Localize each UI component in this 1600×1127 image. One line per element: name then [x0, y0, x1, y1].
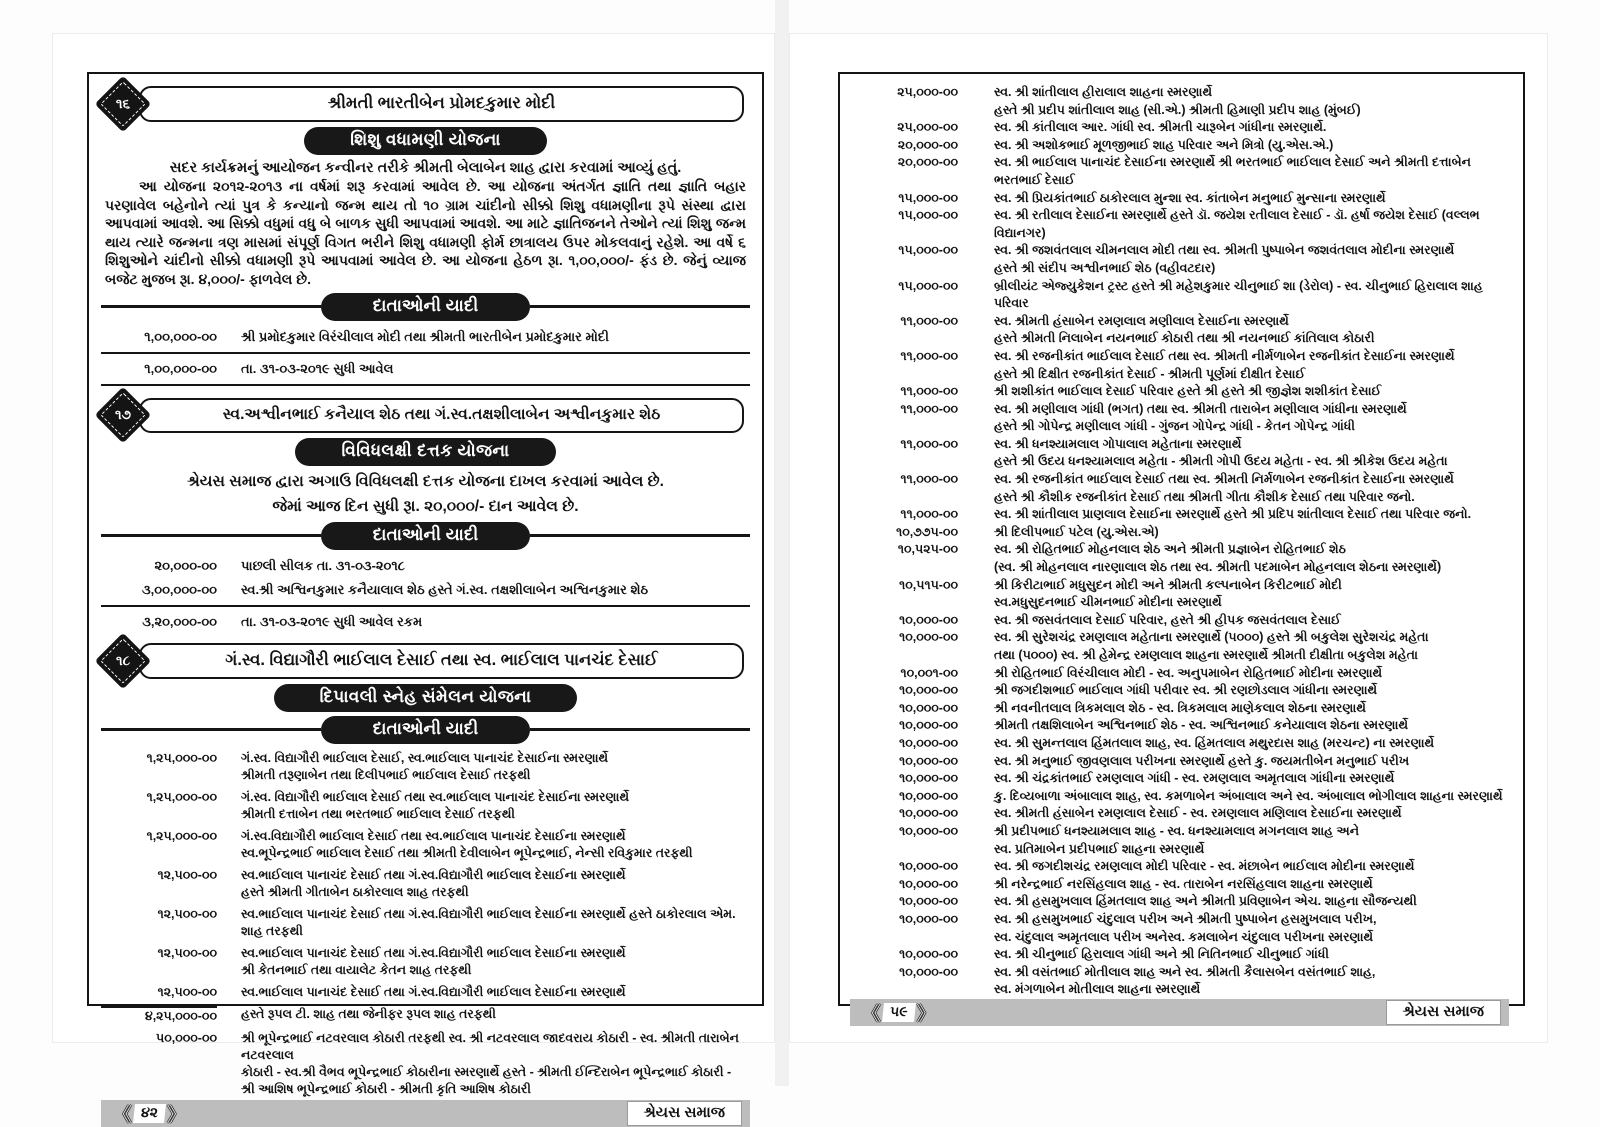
donor-text-line: સ્વ. શ્રી રતીલાલ દેસાઈના સ્મરણાર્થે હસ્તે ડૉ. જયેશ રતીલાલ દેસાઈ - ડૉ. હર્ષા જયેશ દેસાઈ (વલ્લભ વિદ્યાનગર)	[994, 208, 1480, 240]
donor-row	[850, 190, 1509, 208]
donor-amount: ૧૦,૦૦૦-૦૦	[899, 894, 958, 909]
donor-amount: ૧,૦૦,૦૦૦-૦૦	[144, 328, 217, 344]
footer-brand: શ્રેયસ સમાજ	[1386, 1000, 1501, 1025]
donor-text-line: સ્વ. શ્રી હસમુખભાઈ ચંદુલાલ પરીખ અને શ્રીમતી પુષ્પાબેન હસમુખલાલ પરીખ,	[994, 911, 1377, 926]
donor-amount: ૧,૨૫,૦૦૦-૦૦	[146, 828, 217, 843]
donor-text-line: સ્વ. શ્રી કાંતીલાલ આર. ગાંધી સ્વ. શ્રીમતી ચારૂબેન ગાંધીના સ્મરણાર્થે.	[994, 120, 1327, 135]
donor-amount: ૧૦,૦૦૦-૦૦	[899, 876, 958, 891]
section-title: શ્રીમતી ભારતીબેન પ્રોમદકુમાર મોદી	[139, 86, 744, 122]
donor-amount: ૨૦,૦૦૦-૦૦	[897, 155, 958, 170]
donor-text-line: બ્રીલીયંટ એજ્યુકેશન ટ્રસ્ટ હસ્તે શ્રી મહેશકુમાર ચીનુભાઈ શા (ડેરોલ) - સ્વ. ચીનુભાઈ હિરાલાલ શાહ પરિવાર	[994, 278, 1483, 311]
donor-row	[850, 735, 1509, 753]
donor-row	[850, 717, 1509, 735]
donor-text-line: સ્વ. શ્રી સુરેશચંદ્ર રમણલાલ મહેતાના સ્મરણાર્થે (૫૦૦૦) હસ્તે શ્રી બકુલેશ સુરેશચંદ્ર મહેતા	[994, 630, 1429, 645]
donor-amount: ૧૨,૫૦૦-૦૦	[157, 906, 217, 921]
donor-text	[217, 750, 750, 784]
section-title: ગં.સ્વ. વિદ્યાગૌરી ભાઈલાલ દેસાઈ તથા સ્વ. ભાઈલાલ પાનચંદ દેસાઈ	[139, 643, 744, 679]
donor-amount: ૧૦,૦૦૧-૦૦	[900, 665, 958, 680]
donor-row	[850, 348, 1509, 383]
section-number: ૧૬	[115, 96, 131, 111]
donor-amount: ૧૫,૦૦૦-૦૦	[898, 278, 958, 293]
donor-amount: ૧૫,૦૦૦-૦૦	[898, 208, 958, 223]
donor-row	[101, 747, 750, 786]
donor-amount: ૧૧,૦૦૦-૦૦	[900, 436, 958, 451]
donor-row	[850, 577, 1509, 612]
donor-text-line: શ્રી ભૂપેન્દ્રભાઈ નટવરલાલ કોઠારી તરફથી સ્વ. શ્રી નટવરલાલ જાદવરાય કોઠારી - સ્વ. શ્રીમતી તારાબેન નટવરલાલ	[241, 1030, 739, 1062]
donor-amount: ૩,૦૦,૦૦૦-૦૦	[142, 581, 217, 597]
donor-text-line: શ્રી નરેન્દ્રભાઈ નરસિંહલાલ શાહ - સ્વ. તારાબેન નરસિંહલાલ શાહના સ્મરણાર્થે	[994, 876, 1373, 891]
donor-amount: ૨૦,૦૦૦-૦૦	[897, 137, 958, 152]
donor-text	[217, 789, 750, 823]
donor-text	[958, 471, 1509, 506]
donor-text-line: સ્વ. મંગળાબેન મોતીલાલ શાહના સ્મરણાર્થે	[994, 982, 1201, 997]
donor-text	[958, 893, 1509, 911]
donor-text-line: તા. ૩૧-૦૩-૨૦૧૯ સુધી આવેલ	[241, 360, 394, 376]
donor-text	[958, 717, 1509, 735]
donor-amount: ૪,૨૫,૦૦૦-૦૦	[101, 1006, 217, 1025]
donor-row	[850, 788, 1509, 806]
donor-text-line: કુ. દિવ્યબાળા અંબાલાલ શાહ, સ્વ. કમળાબેન અંબાલાલ અને સ્વ. અંબાલાલ ભોગીલાલ શાહના સ્મરણાર્થે	[994, 788, 1503, 803]
donor-text	[958, 190, 1509, 208]
donor-amount: ૧૨,૫૦૦-૦૦	[157, 867, 217, 882]
donor-text-line: શ્રી શશીકાંત ભાઈલાલ દેસાઈ પરિવાર હસ્તે શ્રી હસ્તે શ્રી જીજ્ઞેશ શશીકાંત દેસાઈ	[994, 384, 1382, 399]
donors-heading: દાતાઓની યાદી	[321, 293, 530, 321]
donor-text	[217, 1006, 750, 1023]
donor-amount: ૧૦,૦૦૦-૦૦	[899, 806, 958, 821]
donor-text	[958, 401, 1509, 436]
donor-text-line: સ્વ.શ્રી અશ્વિનકુમાર કનૈયાલાલ શેઠ હસ્તે ગં.સ્વ. તક્ષશીલાબેન અશ્વિનકુમાર શેઠ	[241, 581, 649, 597]
page-footer	[101, 1100, 750, 1127]
donor-row	[101, 1027, 750, 1100]
donor-text-line: સ્વ.ભાઈલાલ પાનાચંદ દેસાઈ તથા ગં.સ્વ.વિદ્યાગૌરી ભાઈલાલ દેસાઈના સ્મરણાર્થે	[241, 867, 626, 882]
donor-text	[958, 137, 1509, 155]
donor-text-line: સ્વ. શ્રી રજનીકાંત ભાઈલાલ દેસાઈ તથા સ્વ. શ્રીમતી નિર્મળાબેન રજનીકાંત દેસાઈના સ્મરણાર્થે	[994, 472, 1454, 487]
donor-amount: ૧૦,૦૦૦-૦૦	[899, 788, 958, 803]
donor-text	[958, 805, 1509, 823]
donor-text-line: શ્રીમતી દત્તાબેન તથા ભરતભાઈ ભાઈલાલ દેસાઈ તરફથી	[241, 806, 515, 821]
section-18	[101, 639, 750, 1100]
donor-text-line: શ્રી રોહિતભાઈ વિરંચીલાલ મોદી - સ્વ. અનુપમાબેન રોહિતભાઈ મોદીના સ્મરણાર્થે	[994, 665, 1383, 680]
donor-amount: ૧૦,૦૦૦-૦૦	[899, 753, 958, 768]
donor-text	[217, 828, 750, 862]
donor-text-line: સ્વ. શ્રી રજનીકાંત ભાઈલાલ દેસાઈ તથા સ્વ. શ્રીમતી નીર્મળાબેન રજનીકાંત દેસાઈના સ્મરણાર્થે	[994, 348, 1455, 363]
rule-left	[101, 305, 321, 308]
donor-text-line: સ્વ. શ્રીમતી હંસાબેન રમણલાલ દેસાઈ - સ્વ. રમણલાલ મણિલાલ દેસાઈના સ્મરણાર્થે	[994, 806, 1402, 821]
donor-amount: ૧૦,૦૦૦-૦૦	[899, 700, 958, 715]
page-right	[789, 33, 1548, 1043]
donor-text-line: પાછલી સીલક તા. ૩૧-૦૩-૨૦૧૮	[241, 557, 405, 573]
donor-amount: ૧૦,૦૦૦-૦૦	[899, 612, 958, 627]
donor-text-line: સ્વ. શ્રી અશોકભાઈ મૂળજીભાઈ શાહ પરિવાર અને મિત્રો (યુ.એસ.એ.)	[994, 137, 1334, 152]
donor-text	[217, 580, 750, 599]
donor-amount: ૧૦,૦૦૦-૦૦	[899, 859, 958, 874]
donor-text	[958, 876, 1509, 894]
donor-amount: ૧૦,૦૦૦-૦૦	[899, 718, 958, 733]
donor-text-line: હસ્તે શ્રી ઉદય ધનશ્યામલાલ મહેતા - શ્રીમતી ગોપી ઉદય મહેતા - સ્વ. શ્રી શ્રીકેશ ઉદય મહેતા	[994, 454, 1448, 469]
rule-right	[530, 728, 750, 731]
donor-amount: ૧૧,૦૦૦-૦૦	[900, 401, 958, 416]
donor-row	[101, 864, 750, 903]
donor-row	[850, 964, 1509, 999]
donor-text	[958, 823, 1509, 858]
donor-text-line: કોઠારી - સ્વ.શ્રી વૈભવ ભૂપેન્દ્રભાઈ કોઠારીના સ્મરણાર્થે હસ્તે - શ્રીમતી ઈન્દિરાબેન ભૂપેન્દ્રભાઈ કોઠારી -	[241, 1064, 732, 1079]
section-number-badge	[95, 387, 152, 444]
rule-left	[101, 534, 321, 537]
donor-row	[101, 903, 750, 942]
donor-amount: ૧૫,૦૦૦-૦૦	[898, 243, 958, 258]
donor-text-line: હસ્તે શ્રી દિક્ષીત રજનીકાંત દેસાઈ - શ્રીમતી પૂર્ણમાં દીક્ષીત દેસાઈ	[994, 366, 1306, 381]
donor-text-line: સ્વ. શ્રી જસવંતલાલ દેસાઈ પરિવાર, હસ્તે શ્રી હીપક જસવંતલાલ દેસાઈ	[994, 612, 1341, 627]
rule-right	[530, 534, 750, 537]
donor-row	[850, 805, 1509, 823]
donor-amount: ૧૫,૦૦૦-૦૦	[898, 190, 958, 205]
rule-left	[101, 728, 321, 731]
donor-text-line: ગં.સ્વ.વિદ્યાગૌરી ભાઈલાલ દેસાઈ તથા સ્વ.ભાઈલાલ પાનાચંદ દેસાઈના સ્મરણાર્થે	[241, 828, 626, 843]
donor-row	[850, 207, 1509, 242]
donor-row	[850, 876, 1509, 894]
donor-amount: ૧૦,૦૦૦-૦૦	[899, 735, 958, 750]
donor-text-line: ગં.સ્વ. વિદ્યાગૌરી ભાઈલાલ દેસાઈ તથા સ્વ.ભાઈલાલ પાનાચંદ દેસાઈના સ્મરણાર્થે	[241, 789, 630, 804]
donor-text-line: સ્વ. શ્રીમતી હંસાબેન રમણલાલ મણીલાલ દેસાઈના સ્મરણાર્થે	[994, 313, 1289, 328]
donor-text-line: સ્વ. પ્રતિમાબેન પ્રદીપભાઈ શાહના સ્મરણાર્થે	[994, 841, 1205, 856]
donor-text	[958, 207, 1509, 242]
donor-amount: ૧૨,૫૦૦-૦૦	[157, 945, 217, 960]
donor-list	[101, 553, 750, 633]
section-paragraph: આ યોજના ૨૦૧૨-૨૦૧૩ ના વર્ષમાં શરૂ કરવામાં આવેલ છે. આ યોજના અંતર્ગત જ્ઞાતિ તથા જ્ઞાતિ બહાર પરણાવેલ બહેનોને ત્યાં પુત્ર કે કન્યાનો જન્મ થાય તો ૧૦ ગ્રામ ચાંદીનો સીક્કો શિશુ વધામણીના રૂપે સંસ્થા દ્વારા આપવામાં આવશે. આ સિક્કો વધુમાં વધુ બે બાળક સુધી આપવામાં આવશે. આ માટે જ્ઞાતિજનને તેઓને ત્યાં શિશુ જન્મ થાય ત્યારે જન્મના ત્રણ માસમાં સંપૂર્ણ વિગત ભરીને શિશુ વધામણી ફોર્મ છાત્રાલય ઉપર મોકલવાનું રહેશે. આ વર્ષે ૬ શિશુઓને ચાંદીનો સીક્કો વધામણી રૂપે આપવામાં આવેલ છે. આ યોજના હેઠળ રૂા. ૧,૦૦,૦૦૦/- ફંડ છે. જેનું વ્યાજ બજેટ મુજબ રૂા. ૪,૦૦૦/- ફાળવેલ છે.	[105, 178, 746, 287]
donor-amount: ૧૦,૭૭૫-૦૦	[896, 524, 958, 539]
donor-text-line: સ્વ.મધુસુદનભાઈ ચીમનભાઈ મોદીના સ્મરણાર્થે	[994, 595, 1222, 610]
donor-text	[958, 278, 1509, 313]
donor-text	[958, 577, 1509, 612]
donor-row	[850, 946, 1509, 964]
section-header	[109, 398, 744, 433]
donor-text-line: સ્વ. શ્રી રોહિતભાઈ મોહનલાલ શેઠ અને શ્રીમતી પ્રજ્ઞાબેન રોહિતભાઈ શેઠ	[994, 542, 1346, 557]
donor-text-line: હસ્તે શ્રીમતી નિલાબેન નયનભાઈ કોઠારી તથા શ્રી નયનભાઈ કાંતિલાલ કોઠારી	[994, 331, 1375, 346]
chevron-left-icon: 《	[113, 1104, 133, 1126]
section-number-badge	[95, 76, 152, 133]
donor-text	[958, 858, 1509, 876]
donor-text	[958, 911, 1509, 946]
donor-row	[101, 786, 750, 825]
donor-text-line: ગં.સ્વ. વિદ્યાગૌરી ભાઈલાલ દેસાઈ, સ્વ.ભાઈલાલ પાનાચંદ દેસાઈના સ્મરણાર્થે	[241, 750, 609, 765]
donor-row	[101, 942, 750, 981]
donor-text	[958, 524, 1509, 542]
donor-amount: ૨૦,૦૦૦-૦૦	[154, 557, 217, 573]
donor-text	[958, 770, 1509, 788]
donor-text	[958, 436, 1509, 471]
donor-text-line: સ્વ.ભાઈલાલ પાનાચંદ દેસાઈ તથા ગં.સ્વ.વિદ્યાગૌરી ભાઈલાલ દેસાઈના સ્મરણાર્થે	[241, 945, 626, 960]
donor-text-line: શ્રી નવનીતલાલ ત્રિકમલાલ શેઠ - સ્વ. ત્રિકમલાલ માણેકલાલ શેઠના સ્મરણાર્થે	[994, 700, 1366, 715]
section-16	[101, 82, 750, 388]
donor-row	[850, 84, 1509, 119]
donor-text	[958, 84, 1509, 119]
donor-amount: ૧૦,૦૦૦-૦૦	[899, 911, 958, 926]
donor-text	[217, 906, 750, 940]
donor-list	[850, 84, 1509, 999]
donor-text-line: સ્વ. શ્રી વસંતભાઈ મોતીલાલ શાહ અને સ્વ. શ્રીમતી કૈલાસબેન વસંતભાઈ શાહ,	[994, 964, 1376, 979]
donor-row	[101, 825, 750, 864]
donor-text	[958, 946, 1509, 964]
donor-text-line: સ્વ. શ્રી મણીલાલ ગાંધી (ભગત) તથા સ્વ. શ્રીમતી તારાબેન મણીલાલ ગાંધીના સ્મરણાર્થે	[994, 401, 1407, 416]
page-gutter	[775, 0, 789, 1086]
donor-amount: ૨૫,૦૦૦-૦૦	[897, 120, 958, 135]
donor-text-line: સ્વ. શ્રી શાંતીલાલ પ્રાણલાલ દેસાઈના સ્મરણાર્થે હસ્તે શ્રી પ્રદિપ શાંતીલાલ દેસાઈ તથા પરિવાર જનો.	[994, 507, 1472, 522]
page-left	[52, 33, 775, 1126]
donor-text	[958, 154, 1509, 189]
donor-amount: ૧૨,૫૦૦-૦૦	[157, 984, 217, 999]
donor-list	[101, 324, 750, 386]
donor-row	[850, 436, 1509, 471]
section-intro-line-1: શ્રેયસ સમાજ દ્વારા અગાઉ વિવિધલક્ષી દત્તક યોજના દાખલ કરવામાં આવેલ છે.	[187, 472, 664, 490]
donor-row	[850, 893, 1509, 911]
donor-row	[850, 137, 1509, 155]
donor-amount: ૧૦,૦૦૦-૦૦	[899, 683, 958, 698]
donor-row	[850, 313, 1509, 348]
footer-brand: શ્રેયસ સમાજ	[627, 1101, 742, 1126]
donor-text-line: સ્વ. શ્રી શાંતીલાલ હીરાલાલ શાહના સ્મરણાર્થે	[994, 85, 1213, 99]
donor-row	[101, 356, 750, 386]
donor-row	[850, 629, 1509, 664]
donor-text-line: સ્વ. શ્રી પ્રિયકાંતભાઈ ઠાકોરલાલ મુન્શા સ્વ. કાંતાબેન મનુભાઈ મુન્સાના સ્મરણાર્થે	[994, 190, 1386, 205]
donor-amount: ૧૧,૦૦૦-૦૦	[900, 348, 958, 363]
scheme-banner: વિવિધલક્ષી દત્તક યોજના	[295, 438, 555, 466]
section-header	[109, 643, 744, 679]
donor-text	[958, 753, 1509, 771]
donor-text-line: શ્રી દિલીપભાઈ પટેલ (યુ.એસ.એ)	[994, 524, 1159, 539]
donor-text-line: સ્વ. શ્રી મનુભાઈ જીવણલાલ પરીખના સ્મરણાર્થે હસ્તે કુ. જયમતીબેન મનુભાઈ પરીખ	[994, 753, 1410, 768]
section-17	[101, 394, 750, 633]
page-number: ૫૯	[882, 1003, 915, 1022]
chevron-right-icon: 》	[916, 1003, 936, 1025]
donor-text-line: તથા (૫૦૦૦) સ્વ. શ્રી હેમેન્દ્ર રમણલાલ શાહના સ્મરણાર્થે શ્રીમતી દીક્ષીતા બકુલેશ મહેતા	[994, 648, 1418, 662]
donor-row	[850, 753, 1509, 771]
donor-row	[850, 612, 1509, 630]
donor-text	[958, 665, 1509, 683]
donor-text-line: હસ્તે શ્રી સંદીપ અશ્વીનભાઈ શેઠ (વહીવટદાર)	[994, 260, 1216, 275]
page-footer	[850, 999, 1509, 1026]
chevron-left-icon: 《	[862, 1003, 882, 1025]
section-intro: સદર કાર્યક્રમનું આયોજન કન્વીનર તરીકે શ્રીમતી બેલાબેન શાહ દ્વારા કરવામાં આવ્યું હતું.	[169, 160, 682, 176]
page-right-frame	[838, 72, 1525, 1025]
donor-row	[101, 553, 750, 577]
donor-text-line: શ્રી કેતનભાઈ તથા વાયાલેટ કેતન શાહ તરફથી	[241, 962, 472, 977]
donor-text-line: સ્વ. શ્રી હસમુખલાલ હિંમતલાલ શાહ અને શ્રીમતી પ્રવિણાબેન એચ. શાહના સૌજન્યથી	[994, 894, 1417, 909]
donor-amount: ૧૧,૦૦૦-૦૦	[900, 384, 958, 399]
donor-row	[850, 401, 1509, 436]
donor-amount: ૧૧,૦૦૦-૦૦	[900, 313, 958, 328]
donor-text-line: સ્વ. શ્રી સુમન્તલાલ હિંમતલાલ શાહ, સ્વ. હિંમતલાલ મથુરદાસ શાહ (મરચન્ટ) ના સ્મરણાર્થે	[994, 735, 1435, 750]
donor-text-line: સ્વ. શ્રી જગદીશચંદ્ર રમણલાલ મોદી પરિવાર - સ્વ. મંછાબેન ભાઈલાલ મોદીના સ્મરણાર્થે	[994, 859, 1415, 874]
rule-right	[530, 305, 750, 308]
donor-text	[958, 735, 1509, 753]
donor-amount: ૧૦,૦૦૦-૦૦	[899, 771, 958, 786]
donor-text	[958, 788, 1509, 806]
donor-text-line: શ્રીમતી તક્ષશિલાબેન અશ્વિનભાઈ શેઠ - સ્વ. અશ્વિનભાઈ કનેયાલાલ શેઠના સ્મરણાર્થે	[994, 718, 1409, 733]
donor-row	[850, 471, 1509, 506]
donor-text-line: (સ્વ. શ્રી મોહનલાલ નારણાલાલ શેઠ તથા સ્વ. શ્રીમતી પદમાબેન મોહનલાલ શેઠના સ્મરણાર્થે)	[994, 560, 1442, 575]
donor-text	[958, 700, 1509, 718]
donor-amount: ૧,૨૫,૦૦૦-૦૦	[146, 750, 217, 765]
scheme-banner: દિપાવલી સ્નેહ સંમેલન યોજના	[274, 684, 578, 712]
donor-text	[958, 506, 1509, 524]
section-number-badge	[95, 632, 152, 689]
donor-row	[850, 119, 1509, 137]
donor-text-line: સ્વ. શ્રી ચીનુભાઈ હિરાલાલ ગાંધી અને શ્રી નિતિનભાઈ ચીનુભાઈ ગાંધી	[994, 947, 1329, 962]
donor-text-line: હસ્તે શ્રી પ્રદીપ શાંતીલાલ શાહ (સી.એ.) શ્રીમતી હિમાણી પ્રદીપ શાહ (મુંબઈ)	[994, 102, 1361, 117]
donor-text	[217, 612, 750, 631]
donor-amount: ૫૦,૦૦૦-૦૦	[156, 1030, 217, 1045]
donor-amount: ૧૦,૫૨૫-૦૦	[897, 542, 958, 557]
donor-amount: ૧,૦૦,૦૦૦-૦૦	[144, 360, 217, 376]
page-number: ૪૨	[133, 1104, 166, 1123]
donor-text	[958, 541, 1509, 576]
donor-text	[217, 984, 750, 1001]
donor-text-line: હસ્તે શ્રી કૌશીક રજનીકાંત દેસાઈ તથા શ્રીમતી ગીતા કૌશીક દેસાઈ તથા પરિવાર જનો.	[994, 489, 1415, 504]
donor-text	[958, 242, 1509, 277]
section-header	[109, 86, 744, 122]
donor-text-line: શ્રી આશિષ ભૂપેન્દ્રભાઈ કોઠારી - શ્રીમતી કૃતિ આશિષ કોઠારી	[241, 1081, 531, 1096]
donor-text-line: સ્વ. શ્રી ધનશ્યામલાલ ગોપાલાલ મહેતાના સ્મરણાર્થે	[994, 436, 1242, 451]
donor-row	[850, 154, 1509, 189]
donor-row	[850, 242, 1509, 277]
donor-row	[101, 609, 750, 633]
page-left-frame	[87, 72, 764, 1126]
donor-row	[101, 577, 750, 607]
scheme-banner: શિશુ વધામણી યોજના	[304, 127, 547, 155]
donor-text-line: તા. ૩૧-૦૩-૨૦૧૯ સુધી આવેલ રકમ	[241, 613, 423, 629]
donor-row	[850, 858, 1509, 876]
page-number-badge	[862, 999, 936, 1026]
donor-amount: ૩,૨૦,૦૦૦-૦૦	[142, 613, 217, 629]
donor-row	[850, 541, 1509, 576]
donor-row	[101, 324, 750, 354]
donor-text-line: હસ્તે શ્રીમતી ગીતાબેન ઠાકોરલાલ શાહ તરફથી	[241, 884, 469, 899]
donor-text-line: સ્વ. ચંદુલાલ અમૃતલાલ પરીખ અનેસ્વ. કમલાબેન ચંદુલાલ પરીખના સ્મરણાર્થે	[994, 929, 1374, 944]
donor-amount: ૧૧,૦૦૦-૦૦	[900, 507, 958, 522]
donor-text-line: હસ્તે રૂપલ ટી. શાહ તથા જેનીફર રૂપલ શાહ તરફથી	[241, 1006, 496, 1021]
donor-text-line: સ્વ.ભાઈલાલ પાનાચંદ દેસાઈ તથા ગં.સ્વ.વિદ્યાગૌરી ભાઈલાલ દેસાઈના સ્મરણાર્થે હસ્તે ઠાકોરલાલ એમ. શાહ તરફથી	[241, 906, 736, 938]
donors-heading-banner	[101, 716, 750, 744]
donor-amount: ૧,૨૫,૦૦૦-૦૦	[146, 789, 217, 804]
donor-text-line: સ્વ. શ્રી જશવંતલાલ ચીમનલાલ મોદી તથા સ્વ. શ્રીમતી પુષ્પાબેન જશવંતલાલ મોદીના સ્મરણાર્થે	[994, 243, 1455, 258]
donor-text-line: શ્રીમતી તરૂણાબેન તથા દિલીપભાઈ ભાઈલાલ દેસાઈ તરફથી	[241, 767, 531, 782]
donor-text-line: સ્વ. શ્રી ચંદ્રકાંતભાઈ રમણલાલ ગાંધી - સ્વ. રમણલાલ અમૃતલાલ ગાંધીના સ્મરણાર્થે	[994, 771, 1395, 786]
donor-row	[101, 1003, 750, 1027]
donor-row	[850, 911, 1509, 946]
donor-text	[958, 348, 1509, 383]
donor-amount: ૧૧,૦૦૦-૦૦	[900, 472, 958, 487]
donor-text	[217, 945, 750, 979]
donor-row	[850, 383, 1509, 401]
donor-text	[217, 867, 750, 901]
donor-text-line: શ્રી જગદીશભાઈ ભાઈલાલ ગાંધી પરીવાર સ્વ. શ્રી રણછોડલાલ ગાંધીના સ્મરણાર્થે	[994, 683, 1378, 698]
donor-text	[958, 682, 1509, 700]
donor-text-line: શ્રી પ્રમોદકુમાર વિરંચીલાલ મોદી તથા શ્રીમતી ભારતીબેન પ્રમોદકુમાર મોદી	[241, 328, 609, 344]
donor-text	[958, 612, 1509, 630]
donor-text-line: શ્રી પ્રદીપભાઈ ધનશ્યામલાલ શાહ - સ્વ. ધનશ્યામલાલ મગનલાલ શાહ અને	[994, 823, 1360, 838]
donor-amount: ૧૦,૦૦૦-૦૦	[899, 947, 958, 962]
donor-amount: ૧૦,૦૦૦-૦૦	[899, 630, 958, 645]
donor-text	[217, 556, 750, 575]
donor-row	[850, 700, 1509, 718]
donors-heading-banner	[101, 522, 750, 550]
donor-row	[850, 770, 1509, 788]
donors-heading: દાતાઓની યાદી	[321, 522, 530, 550]
donors-heading-banner	[101, 293, 750, 321]
donor-text	[958, 119, 1509, 137]
donor-row	[850, 823, 1509, 858]
chevron-right-icon: 》	[166, 1104, 186, 1126]
donor-list	[101, 747, 750, 1100]
donor-row	[850, 682, 1509, 700]
donor-row	[850, 524, 1509, 542]
donor-amount: ૧૦,૦૦૦-૦૦	[899, 964, 958, 979]
section-number: ૧૭	[115, 407, 131, 423]
donor-text	[958, 313, 1509, 348]
donor-text	[958, 964, 1509, 999]
section-number: ૧૮	[115, 652, 131, 668]
donor-text	[217, 327, 750, 346]
section-title: સ્વ.અશ્વીનભાઈ કનૈયાલ શેઠ તથા ગં.સ્વ.તક્ષશીલાબેન અશ્વીનકુમાર શેઠ	[139, 398, 744, 433]
donor-amount: ૨૫,૦૦૦-૦૦	[897, 85, 958, 99]
donor-text	[958, 629, 1509, 664]
donor-text	[217, 359, 750, 378]
donors-heading: દાતાઓની યાદી	[321, 716, 530, 744]
donor-amount: ૧૦,૦૦૦-૦૦	[899, 823, 958, 838]
donor-text-line: સ્વ.ભાઈલાલ પાનાચંદ દેસાઈ તથા ગં.સ્વ.વિદ્યાગૌરી ભાઈલાલ દેસાઈના સ્મરણાર્થે	[241, 984, 626, 999]
page-number-badge	[113, 1100, 186, 1127]
section-intro-line-2: જેમાં આજ દિન સુધી રૂા. ૨૦,૦૦૦/- દાન આવેલ છે.	[272, 497, 579, 515]
donor-row	[101, 981, 750, 1003]
donor-amount: ૧૦,૫૧૫-૦૦	[899, 577, 958, 592]
donor-text-line: હસ્તે શ્રી ગોપેન્દ્ર મણીલાલ ગાંધી - ગુંજન ગોપેન્દ્ર ગાંધી - કેતન ગોપેન્દ્ર ગાંધી	[994, 419, 1355, 434]
donor-text-line: શ્રી કિરીટાભાઈ મધુસુદન મોદી અને શ્રીમતી કલ્પનાબેન કિરીટભાઈ મોદી	[994, 577, 1342, 592]
donor-text	[217, 1030, 750, 1098]
donor-text-line: સ્વ. શ્રી ભાઈલાલ પાનાચંદ દેસાઈના સ્મરણાર્થે શ્રી ભરતભાઈ ભાઈલાલ દેસાઈ અને શ્રીમતી દત્તાબેન ભરતભાઈ દેસાઈ	[994, 155, 1471, 187]
donor-row	[850, 665, 1509, 683]
donor-text-line: સ્વ.ભૂપેન્દ્રભાઈ ભાઈલાલ દેસાઈ તથા શ્રીમતી દેવીલાબેન ભૂપેન્દ્રભાઈ, નેન્સી રવિકુમાર તરફથી	[241, 845, 693, 860]
donor-row	[850, 506, 1509, 524]
donor-row	[850, 278, 1509, 313]
donor-text	[958, 383, 1509, 401]
